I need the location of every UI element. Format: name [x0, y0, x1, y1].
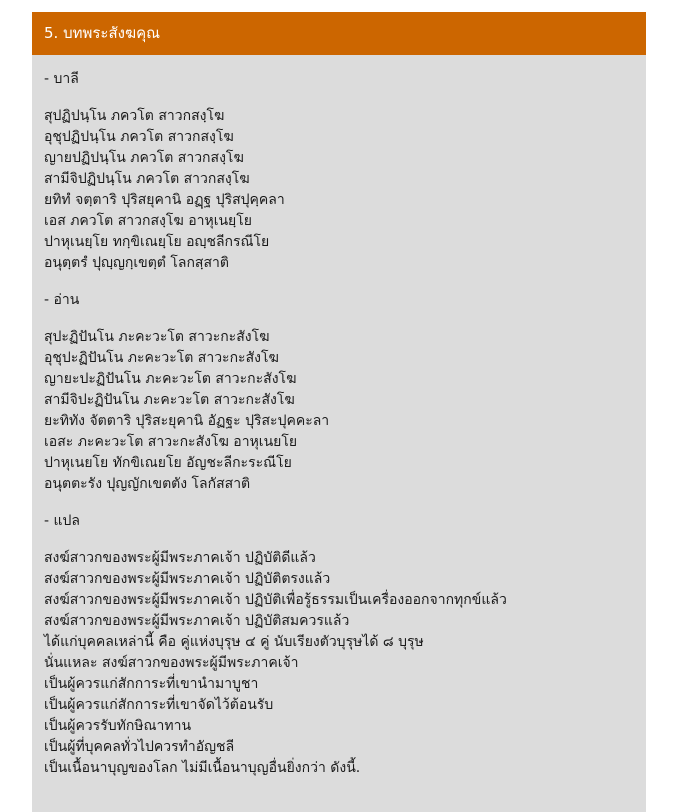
- translation-verse: [44, 548, 646, 779]
- chant-panel: [32, 12, 646, 812]
- verse-line: เป็นเนื้อนาบุญของโลก ไม่มีเนื้อนาบุญอื่นยิ่งกว่า ดังนี้.: [44, 760, 361, 776]
- verse-line: เอส ภควโต สาวกสงฺโฆ อาหุเนยฺโย: [44, 213, 252, 229]
- section-label-pali: - บาลี: [44, 71, 79, 87]
- verse-line: ยทิทํ จตฺตาริ ปุริสยุคานิ อฏฺฐ ปุริสปุคฺคลา: [44, 192, 285, 208]
- verse-line: สงฆ์สาวกของพระผู้มีพระภาคเจ้า ปฏิบัติดีแล้ว: [44, 550, 316, 566]
- verse-line: นั่นแหละ สงฆ์สาวกของพระผู้มีพระภาคเจ้า: [44, 655, 299, 671]
- verse-line: อุชุปะฏิปันโน ภะคะวะโต สาวะกะสังโฆ: [44, 350, 279, 366]
- verse-line: สุปะฏิปันโน ภะคะวะโต สาวะกะสังโฆ: [44, 329, 270, 345]
- verse-line: ญายะปะฏิปันโน ภะคะวะโต สาวะกะสังโฆ: [44, 371, 297, 387]
- verse-line: ได้แก่บุคคลเหล่านี้ คือ คู่แห่งบุรุษ ๔ คู่ นับเรียงตัวบุรุษได้ ๘ บุรุษ: [44, 634, 424, 650]
- verse-line: สงฆ์สาวกของพระผู้มีพระภาคเจ้า ปฏิบัติตรงแล้ว: [44, 571, 331, 587]
- pali-section: [44, 69, 646, 274]
- verse-line: เป็นผู้ควรรับทักษิณาทาน: [44, 718, 192, 734]
- verse-line: สามีจิปฏิปนฺโน ภควโต สาวกสงฺโฆ: [44, 171, 250, 187]
- verse-line: ญายปฏิปนฺโน ภควโต สาวกสงฺโฆ: [44, 150, 244, 166]
- translation-section: [44, 511, 646, 779]
- verse-line: เอสะ ภะคะวะโต สาวะกะสังโฆ อาหุเนยโย: [44, 434, 298, 450]
- section-label-translation: - แปล: [44, 513, 80, 529]
- reading-verse: [44, 327, 646, 495]
- verse-line: ปาหุเนยฺโย ทกฺขิเณยฺโย อญฺชลีกรณีโย: [44, 234, 270, 250]
- verse-line: อนุตตะรัง ปุญญักเขตตัง โลกัสสาติ: [44, 476, 251, 492]
- pali-verse: [44, 106, 646, 274]
- reading-section: [44, 290, 646, 495]
- verse-line: สงฆ์สาวกของพระผู้มีพระภาคเจ้า ปฏิบัติสมควรแล้ว: [44, 613, 350, 629]
- panel-body: [32, 55, 646, 779]
- verse-line: สุปฏิปนฺโน ภควโต สาวกสงฺโฆ: [44, 108, 225, 124]
- verse-line: สงฆ์สาวกของพระผู้มีพระภาคเจ้า ปฏิบัติเพื่อรู้ธรรมเป็นเครื่องออกจากทุกข์แล้ว: [44, 592, 507, 608]
- verse-line: สามีจิปะฏิปันโน ภะคะวะโต สาวะกะสังโฆ: [44, 392, 295, 408]
- verse-line: เป็นผู้ควรแก่สักการะที่เขานำมาบูชา: [44, 676, 259, 692]
- verse-line: ยะทิทัง จัตตาริ ปุริสะยุคานิ อัฏฐะ ปุริสะปุคคะลา: [44, 413, 330, 429]
- verse-line: เป็นผู้ที่บุคคลทั่วไปควรทำอัญชลี: [44, 739, 235, 755]
- panel-title: 5. บทพระสังฆคุณ: [32, 12, 646, 55]
- verse-line: อุชุปฏิปนฺโน ภควโต สาวกสงฺโฆ: [44, 129, 234, 145]
- verse-line: ปาหุเนยโย ทักขิเณยโย อัญชะลีกะระณีโย: [44, 455, 292, 471]
- verse-line: เป็นผู้ควรแก่สักการะที่เขาจัดไว้ต้อนรับ: [44, 697, 274, 713]
- verse-line: อนุตฺตรํ ปุญฺญกฺเขตฺตํ โลกสฺสาติ: [44, 255, 229, 271]
- section-label-reading: - อ่าน: [44, 292, 80, 308]
